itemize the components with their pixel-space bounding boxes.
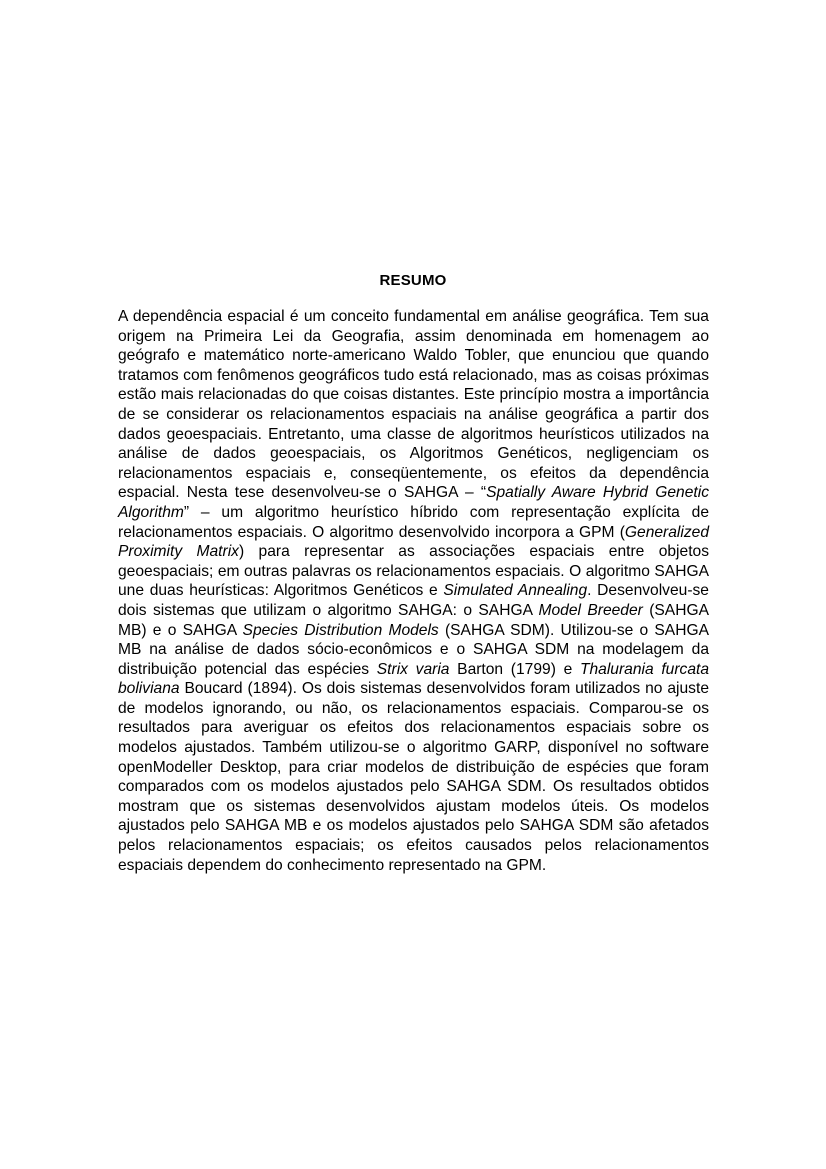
abstract-text-segment: A dependência espacial é um conceito fundamental em análise geográfica. Tem sua origem na Primeira Lei da Geografia, assim denominada em homenagem ao geógrafo e matemático norte-americano Waldo Tobler, que enunciou que quando tratamos com fenômenos geográficos tudo está relacionado, mas as coisas próximas estão mais relacionadas do que coisas distantes. Este princípio mostra a importância de se considerar os relacionamentos espaciais na análise geográfica a partir dos dados geoespaciais. Entretanto, uma classe de algoritmos heurísticos utilizados na análise de dados geoespaciais, os Algoritmos Genéticos, negligenciam os relacionamentos espaciais e, conseqüentemente, os efeitos da dependência espacial. Nesta tese desenvolveu-se o SAHGA – “: [118, 308, 709, 502]
abstract-italic-term: Strix varia: [376, 660, 450, 678]
abstract-text-segment: ) para representar as associações espaciais entre objetos geoespaciais; em outras palavras os relacionamentos espaciais. O algoritmo SAHGA une duas heurísticas: Algoritmos Genéticos e: [118, 543, 709, 600]
abstract-text-segment: Boucard (1894). Os dois sistemas desenvolvidos foram utilizados no ajuste de modelos ignorando, ou não, os relacionamentos espaciais. Comparou-se os resultados para averiguar os efeitos dos relacionamentos espaciais sobre os modelos ajustados. Também utilizou-se o algoritmo GARP, disponível no software openModeller Desktop, para criar modelos de distribuição de espécies que foram comparados com os modelos ajustados pelo SAHGA SDM. Os resultados obtidos mostram que os sistemas desenvolvidos ajustam modelos úteis. Os modelos ajustados pelo SAHGA MB e os modelos ajustados pelo SAHGA SDM são afetados pelos relacionamentos espaciais; os efeitos causados pelos relacionamentos espaciais dependem do conhecimento representado na GPM.: [118, 680, 709, 874]
abstract-italic-term: Species Distribution Models: [242, 621, 439, 639]
abstract-text-segment: (SAHGA SDM). Utilizou-se o SAHGA MB na análise de dados sócio-econômicos e o SAHGA SDM na modelagem da distribuição potencial das espécies: [118, 621, 709, 678]
page-title: RESUMO: [379, 272, 447, 289]
abstract-text-segment: Barton (1799) e: [449, 660, 580, 678]
abstract-text-segment: ” – um algoritmo heurístico híbrido com representação explícita de relacionamentos espaciais. O algoritmo desenvolvido incorpora a GPM (: [118, 503, 709, 541]
abstract-text-segment: (SAHGA MB) e o SAHGA: [118, 601, 710, 639]
abstract-italic-term: Model Breeder: [538, 601, 643, 619]
abstract-paragraph: [118, 307, 709, 875]
abstract-italic-term: Simulated Annealing: [443, 582, 588, 600]
abstract-italic-term: Generalized Proximity Matrix: [118, 523, 709, 561]
abstract-italic-term: Thalurania furcata boliviana: [118, 660, 710, 698]
abstract-text-segment: . Desenvolveu-se dois sistemas que utilizam o algoritmo SAHGA: o SAHGA: [118, 582, 709, 619]
abstract-italic-term: Spatially Aware Hybrid Genetic Algorithm: [118, 484, 709, 521]
